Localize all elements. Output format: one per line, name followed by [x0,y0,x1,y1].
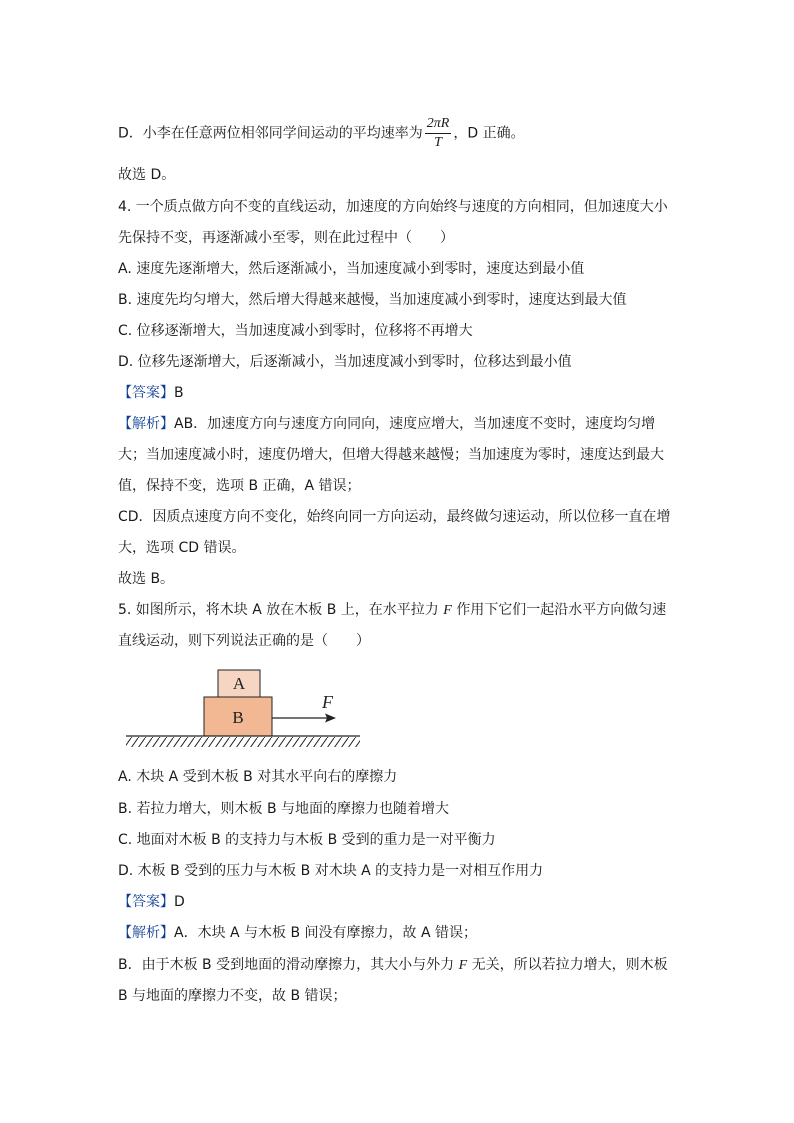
q3-option-d-suffix: ，D 正确。 [453,125,525,142]
answer-value: D [174,894,185,910]
q4-option-c: C. 位移逐渐增大，当加速度减小到零时，位移将不再增大 [118,323,473,339]
analysis-text: B．由于木板 B 受到地面的滑动摩擦力，其大小与外力 [118,957,455,973]
q4-analysis-line-1 [118,414,655,434]
q4-analysis-line-2: 大；当加速度减小时，速度仍增大，但增大得越来越慢；当加速度为零时，速度达到最大 [118,447,664,463]
q3-conclusion: 故选 D。 [118,167,176,183]
q5-analysis-line-3: B 与地面的摩擦力不变，故 B 错误； [118,988,347,1004]
force-variable: F [458,958,468,973]
analysis-label: 【解析】 [118,925,174,941]
q5-stem-text-cont: 作用下它们一起沿水平方向做匀速 [456,602,667,618]
fraction-denominator: T [434,135,442,150]
q4-stem-line-1: 4. 一个质点做方向不变的直线运动，加速度的方向始终与速度的方向相同，但加速度大小 [118,199,668,215]
q4-answer [118,383,184,403]
answer-label: 【答案】 [118,385,174,401]
answer-label: 【答案】 [118,894,174,910]
force-variable: F [443,603,452,618]
analysis-label: 【解析】 [118,416,174,432]
q4-analysis-line-5: 大，选项 CD 错误。 [118,540,246,556]
q3-option-d [118,116,525,151]
q5-option-a: A. 木块 A 受到木板 B 对其水平向右的摩擦力 [118,769,398,785]
answer-value: B [174,385,184,401]
q5-answer [118,892,185,912]
q4-option-a: A. 速度先逐渐增大，然后逐渐减小，当加速度减小到零时，速度达到最小值 [118,261,585,277]
q5-analysis-line-1 [118,923,477,943]
ground-hatching [126,737,360,747]
q4-conclusion: 故选 B。 [118,571,175,587]
q5-stem-text: 5. 如图所示，将木块 A 放在木板 B 上，在水平拉力 [118,602,439,618]
q5-stem-line-2: 直线运动，则下列说法正确的是（ ） [118,633,370,649]
analysis-text: AB．加速度方向与速度方向同向，速度应增大，当加速度不变时，速度均匀增 [174,416,656,432]
q5-option-b: B. 若拉力增大，则木板 B 与地面的摩擦力也随着增大 [118,801,450,817]
q3-option-d-text: D．小李在任意两位相邻同学间运动的平均速率为 [118,125,423,142]
q5-stem-line-1 [118,600,666,621]
fraction-numerator: 2πR [425,116,452,134]
q4-option-b: B. 速度先均匀增大，然后增大得越来越慢，当加速度减小到零时，速度达到最大值 [118,292,627,308]
q5-analysis-line-2 [118,955,668,976]
block-b-label: B [232,708,244,727]
q4-analysis-line-4: CD．因质点速度方向不变化，始终向同一方向运动，最终做匀速运动，所以位移一直在增 [118,509,671,525]
q5-option-c: C. 地面对木板 B 的支持力与木板 B 受到的重力是一对平衡力 [118,832,496,848]
average-speed-fraction [425,116,452,151]
analysis-text: A．木块 A 与木板 B 间没有摩擦力，故 A 错误； [174,925,478,941]
q5-option-d: D. 木板 B 受到的压力与木板 B 对木块 A 的支持力是一对相互作用力 [118,863,544,879]
analysis-text-cont: 无关，所以若拉力增大，则木板 [471,957,668,973]
q4-analysis-line-3: 值，保持不变，选项 B 正确，A 错误； [118,478,361,494]
block-force-diagram [124,668,364,756]
force-label: F [322,692,333,712]
q4-option-d: D. 位移先逐渐增大，后逐渐减小，当加速度减小到零时，位移达到最小值 [118,354,572,370]
block-a-label: A [232,674,246,693]
q4-stem-line-2: 先保持不变，再逐渐减小至零，则在此过程中（ ） [118,230,454,246]
